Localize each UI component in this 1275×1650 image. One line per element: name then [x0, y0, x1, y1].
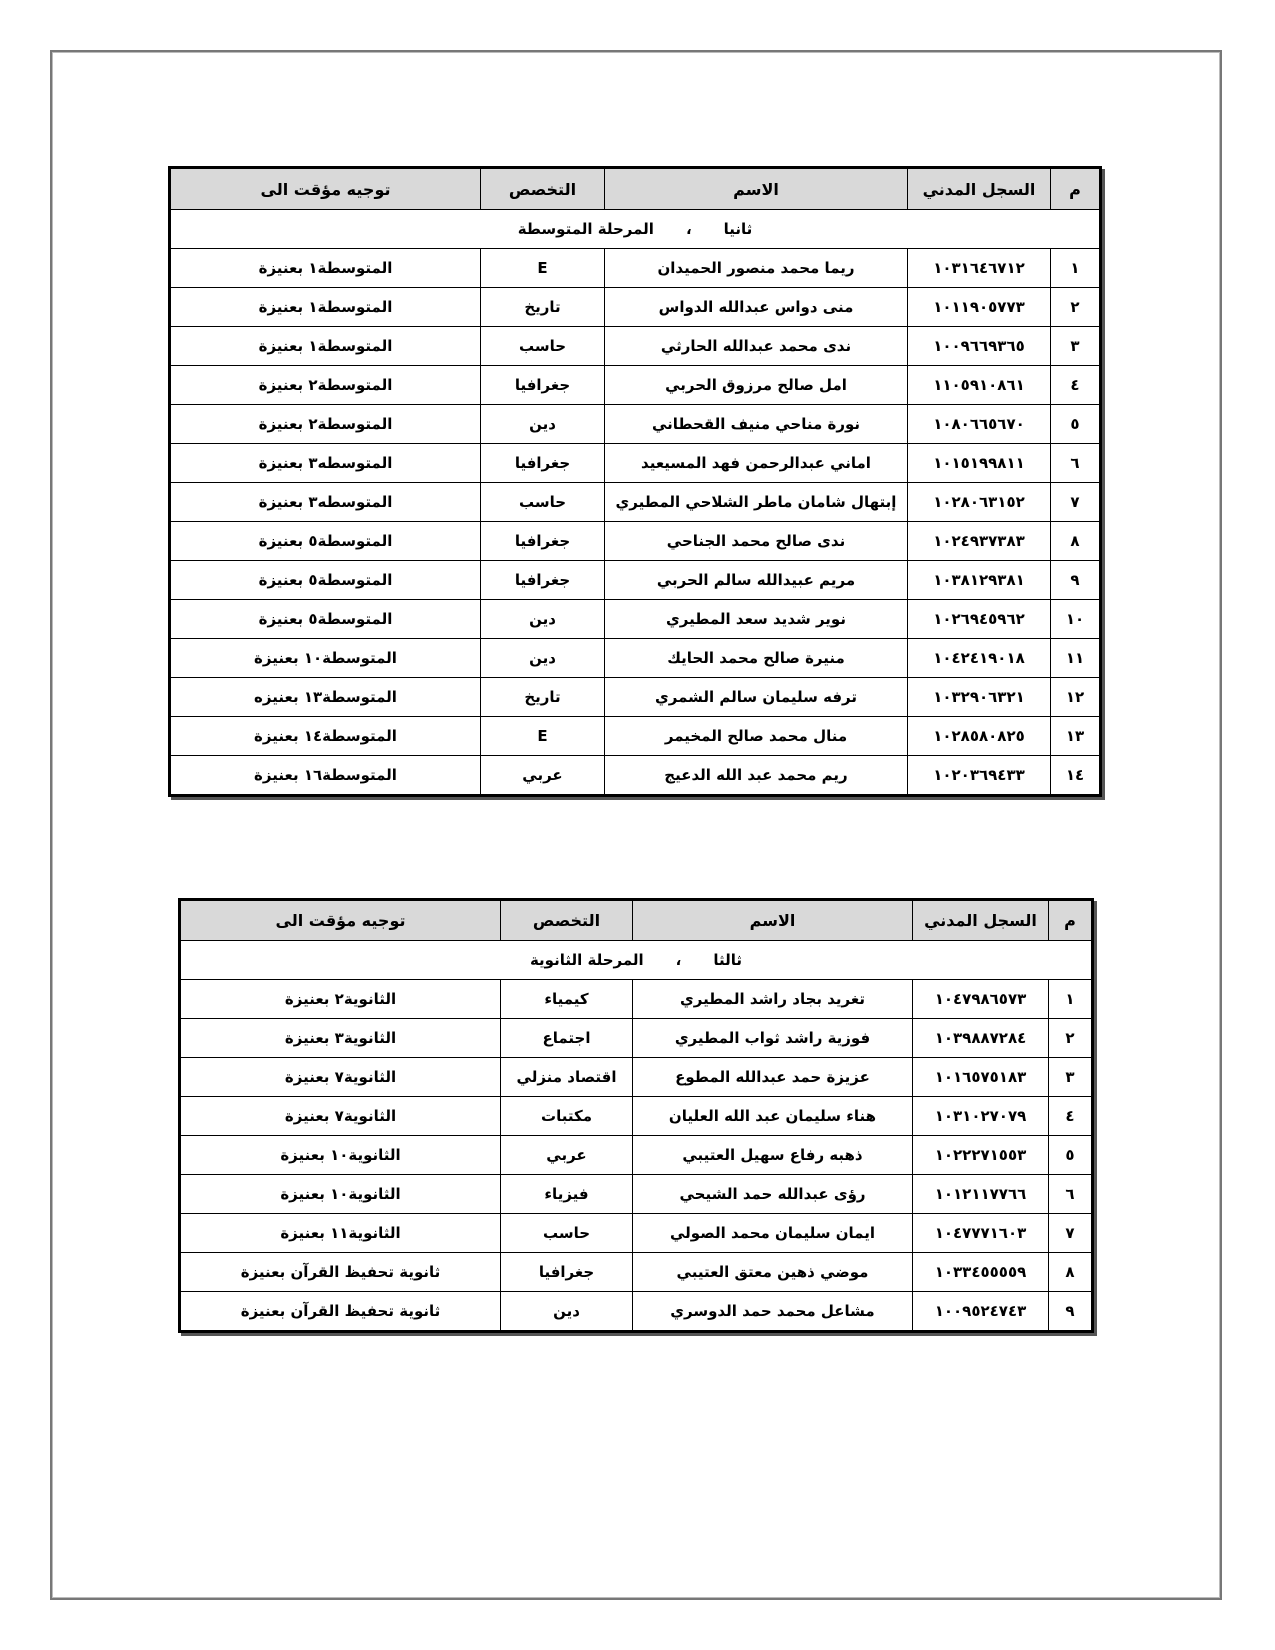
- row-num: ٧: [1051, 483, 1101, 522]
- name-cell: عزيزة حمد عبدالله المطوع: [633, 1058, 913, 1097]
- specialty-cell: جغرافيا: [501, 1253, 633, 1292]
- table-row: [180, 1175, 1093, 1214]
- table-row: [170, 405, 1101, 444]
- specialty-cell: جغرافيا: [481, 366, 605, 405]
- specialty-cell: دين: [481, 600, 605, 639]
- specialty-cell: جغرافيا: [481, 522, 605, 561]
- table-row: [170, 678, 1101, 717]
- assignment-cell: المتوسطة١ بعنيزة: [170, 327, 481, 366]
- specialty-cell: E: [481, 717, 605, 756]
- assignment-cell: الثانوية١٠ بعنيزة: [180, 1136, 501, 1175]
- specialty-cell: جغرافيا: [481, 561, 605, 600]
- civil-id-cell: ١٠٣٢٩٠٦٣٢١: [908, 678, 1051, 717]
- civil-id-cell: ١٠٠٩٦٦٩٣٦٥: [908, 327, 1051, 366]
- row-num: ١٠: [1051, 600, 1101, 639]
- assignment-cell: ثانوية تحفيظ القرآن بعنيزة: [180, 1292, 501, 1332]
- assignment-cell: الثانوية٧ بعنيزة: [180, 1097, 501, 1136]
- row-num: ٦: [1051, 444, 1101, 483]
- civil-id-cell: ١٠٣٩٨٨٧٢٨٤: [913, 1019, 1049, 1058]
- specialty-cell: تاريخ: [481, 678, 605, 717]
- row-num: ٥: [1049, 1136, 1093, 1175]
- name-cell: موضي ذهين معتق العتيبي: [633, 1253, 913, 1292]
- name-cell: ندى صالح محمد الجناحي: [605, 522, 908, 561]
- assignment-cell: المتوسطة١٦ بعنيزة: [170, 756, 481, 796]
- specialty-cell: مكتبات: [501, 1097, 633, 1136]
- specialty-cell: جغرافيا: [481, 444, 605, 483]
- civil-id-cell: ١٠٢٤٩٣٧٣٨٣: [908, 522, 1051, 561]
- assignment-cell: المتوسطة١ بعنيزة: [170, 288, 481, 327]
- assignment-cell: المتوسطه٣ بعنيزة: [170, 483, 481, 522]
- assignment-cell: المتوسطة١ بعنيزة: [170, 249, 481, 288]
- specialty-cell: حاسب: [501, 1214, 633, 1253]
- table-row: [180, 1097, 1093, 1136]
- section-ordinal: ثالثا: [713, 951, 743, 969]
- assignment-cell: المتوسطة٢ بعنيزة: [170, 405, 481, 444]
- specialty-cell: حاسب: [481, 483, 605, 522]
- civil-id-cell: ١٠٤٧٩٨٦٥٧٣: [913, 980, 1049, 1019]
- name-cell: امل صالح مرزوق الحربي: [605, 366, 908, 405]
- table-row: [170, 561, 1101, 600]
- assignment-cell: الثانوية٣ بعنيزة: [180, 1019, 501, 1058]
- civil-id-cell: ١٠٣١٦٤٦٧١٢: [908, 249, 1051, 288]
- name-cell: فوزية راشد ثواب المطيري: [633, 1019, 913, 1058]
- name-cell: ريما محمد منصور الحميدان: [605, 249, 908, 288]
- assignment-cell: المتوسطة١٣ بعنيزه: [170, 678, 481, 717]
- assignment-cell: ثانوية تحفيظ القرآن بعنيزة: [180, 1253, 501, 1292]
- row-num: ١: [1049, 980, 1093, 1019]
- table-row: [180, 1292, 1093, 1332]
- name-cell: ايمان سليمان محمد الصولي: [633, 1214, 913, 1253]
- row-num: ٩: [1049, 1292, 1093, 1332]
- name-cell: إبتهال شامان ماطر الشلاحي المطيري: [605, 483, 908, 522]
- header-assignment: توجيه مؤقت الى: [180, 900, 501, 941]
- assignment-cell: المتوسطة٢ بعنيزة: [170, 366, 481, 405]
- specialty-cell: E: [481, 249, 605, 288]
- name-cell: هناء سليمان عبد الله العليان: [633, 1097, 913, 1136]
- name-cell: مشاعل محمد حمد الدوسري: [633, 1292, 913, 1332]
- header-civil-id: السجل المدني: [913, 900, 1049, 941]
- assignment-cell: الثانوية٧ بعنيزة: [180, 1058, 501, 1097]
- header-assignment: توجيه مؤقت الى: [170, 168, 481, 210]
- row-num: ٨: [1051, 522, 1101, 561]
- specialty-cell: اجتماع: [501, 1019, 633, 1058]
- section-row: [170, 210, 1101, 249]
- assignment-cell: المتوسطه٣ بعنيزة: [170, 444, 481, 483]
- assignment-cell: المتوسطة١٠ بعنيزة: [170, 639, 481, 678]
- header-name: الاسم: [633, 900, 913, 941]
- row-num: ٢: [1049, 1019, 1093, 1058]
- row-num: ١٤: [1051, 756, 1101, 796]
- name-cell: نورة مناحي منيف القحطاني: [605, 405, 908, 444]
- header-row: [180, 900, 1093, 941]
- section-title: [170, 210, 1101, 249]
- table-row: [170, 444, 1101, 483]
- specialty-cell: دين: [481, 405, 605, 444]
- specialty-cell: حاسب: [481, 327, 605, 366]
- civil-id-cell: ١٠٢٨٥٨٠٨٢٥: [908, 717, 1051, 756]
- row-num: ٢: [1051, 288, 1101, 327]
- table-row: [170, 249, 1101, 288]
- specialty-cell: دين: [481, 639, 605, 678]
- table-row: [170, 522, 1101, 561]
- table-row: [180, 1136, 1093, 1175]
- section-row: [180, 941, 1093, 980]
- row-num: ٧: [1049, 1214, 1093, 1253]
- civil-id-cell: ١٠٢٨٠٦٣١٥٢: [908, 483, 1051, 522]
- row-num: ٤: [1049, 1097, 1093, 1136]
- row-num: ٩: [1051, 561, 1101, 600]
- header-specialty: التخصص: [481, 168, 605, 210]
- civil-id-cell: ١٠٢٦٩٤٥٩٦٢: [908, 600, 1051, 639]
- specialty-cell: تاريخ: [481, 288, 605, 327]
- civil-id-cell: ١٠١٥١٩٩٨١١: [908, 444, 1051, 483]
- row-num: ١: [1051, 249, 1101, 288]
- specialty-cell: دين: [501, 1292, 633, 1332]
- assignment-cell: المتوسطة٥ بعنيزة: [170, 600, 481, 639]
- table-row: [170, 483, 1101, 522]
- row-num: ٦: [1049, 1175, 1093, 1214]
- civil-id-cell: ١٠٢٠٣٦٩٤٣٣: [908, 756, 1051, 796]
- name-cell: منيرة صالح محمد الحايك: [605, 639, 908, 678]
- civil-id-cell: ١٠٣١٠٢٧٠٧٩: [913, 1097, 1049, 1136]
- civil-id-cell: ١٠٤٢٤١٩٠١٨: [908, 639, 1051, 678]
- name-cell: منال محمد صالح المخيمر: [605, 717, 908, 756]
- table2-body: [180, 941, 1093, 1332]
- table-row: [170, 327, 1101, 366]
- specialty-cell: عربي: [501, 1136, 633, 1175]
- assignment-cell: الثانوية١١ بعنيزة: [180, 1214, 501, 1253]
- section-mark: ،: [675, 951, 682, 969]
- table-row: [170, 756, 1101, 796]
- header-specialty: التخصص: [501, 900, 633, 941]
- name-cell: نوير شديد سعد المطيري: [605, 600, 908, 639]
- name-cell: منى دواس عبدالله الدواس: [605, 288, 908, 327]
- table-row: [180, 1058, 1093, 1097]
- table-row: [180, 1019, 1093, 1058]
- table-row: [170, 639, 1101, 678]
- section-stage: المرحلة المتوسطة: [517, 220, 654, 238]
- row-num: ١٣: [1051, 717, 1101, 756]
- header-civil-id: السجل المدني: [908, 168, 1051, 210]
- row-num: ٥: [1051, 405, 1101, 444]
- name-cell: ذهبه رفاع سهيل العتيبي: [633, 1136, 913, 1175]
- assignment-cell: الثانوية١٠ بعنيزة: [180, 1175, 501, 1214]
- specialty-cell: كيمياء: [501, 980, 633, 1019]
- header-name: الاسم: [605, 168, 908, 210]
- civil-id-cell: ١٠٤٧٧٧١٦٠٣: [913, 1214, 1049, 1253]
- civil-id-cell: ١٠٢٢٢٧١٥٥٣: [913, 1136, 1049, 1175]
- specialty-cell: عربي: [481, 756, 605, 796]
- table-row: [170, 717, 1101, 756]
- table-row: [180, 980, 1093, 1019]
- assignment-cell: المتوسطة٥ بعنيزة: [170, 561, 481, 600]
- civil-id-cell: ١٠٣٣٤٥٥٥٥٩: [913, 1253, 1049, 1292]
- specialty-cell: فيزياء: [501, 1175, 633, 1214]
- table-row: [170, 288, 1101, 327]
- name-cell: ترفه سليمان سالم الشمري: [605, 678, 908, 717]
- civil-id-cell: ١٠٣٨١٢٩٣٨١: [908, 561, 1051, 600]
- table-row: [180, 1214, 1093, 1253]
- assignment-cell: المتوسطة٥ بعنيزة: [170, 522, 481, 561]
- civil-id-cell: ١٠١٦٥٧٥١٨٣: [913, 1058, 1049, 1097]
- header-num: م: [1051, 168, 1101, 210]
- table-row: [170, 600, 1101, 639]
- civil-id-cell: ١٠١٢١١٧٧٦٦: [913, 1175, 1049, 1214]
- name-cell: رؤى عبدالله حمد الشيحي: [633, 1175, 913, 1214]
- assignment-cell: المتوسطة١٤ بعنيزة: [170, 717, 481, 756]
- middle-stage-table: [168, 166, 1102, 797]
- assignment-cell: الثانوية٢ بعنيزة: [180, 980, 501, 1019]
- row-num: ٣: [1051, 327, 1101, 366]
- civil-id-cell: ١١٠٥٩١٠٨٦١: [908, 366, 1051, 405]
- civil-id-cell: ١٠٨٠٦٦٥٦٧٠: [908, 405, 1051, 444]
- name-cell: اماني عبدالرحمن فهد المسيعيد: [605, 444, 908, 483]
- table-row: [170, 366, 1101, 405]
- name-cell: ريم محمد عبد الله الدعيج: [605, 756, 908, 796]
- row-num: ٣: [1049, 1058, 1093, 1097]
- header-num: م: [1049, 900, 1093, 941]
- secondary-stage-table: [178, 898, 1094, 1333]
- name-cell: مريم عبيدالله سالم الحربي: [605, 561, 908, 600]
- specialty-cell: اقتصاد منزلي: [501, 1058, 633, 1097]
- section-mark: ،: [685, 220, 692, 238]
- civil-id-cell: ١٠١١٩٠٥٧٧٣: [908, 288, 1051, 327]
- section-ordinal: ثانيا: [723, 220, 753, 238]
- table1-body: [170, 210, 1101, 796]
- section-stage: المرحلة الثانوية: [529, 951, 644, 969]
- row-num: ٤: [1051, 366, 1101, 405]
- row-num: ١١: [1051, 639, 1101, 678]
- section-title: [180, 941, 1093, 980]
- name-cell: ندى محمد عبدالله الحارثي: [605, 327, 908, 366]
- table-row: [180, 1253, 1093, 1292]
- name-cell: تغريد بجاد راشد المطيري: [633, 980, 913, 1019]
- row-num: ٨: [1049, 1253, 1093, 1292]
- header-row: [170, 168, 1101, 210]
- civil-id-cell: ١٠٠٩٥٢٤٧٤٣: [913, 1292, 1049, 1332]
- row-num: ١٢: [1051, 678, 1101, 717]
